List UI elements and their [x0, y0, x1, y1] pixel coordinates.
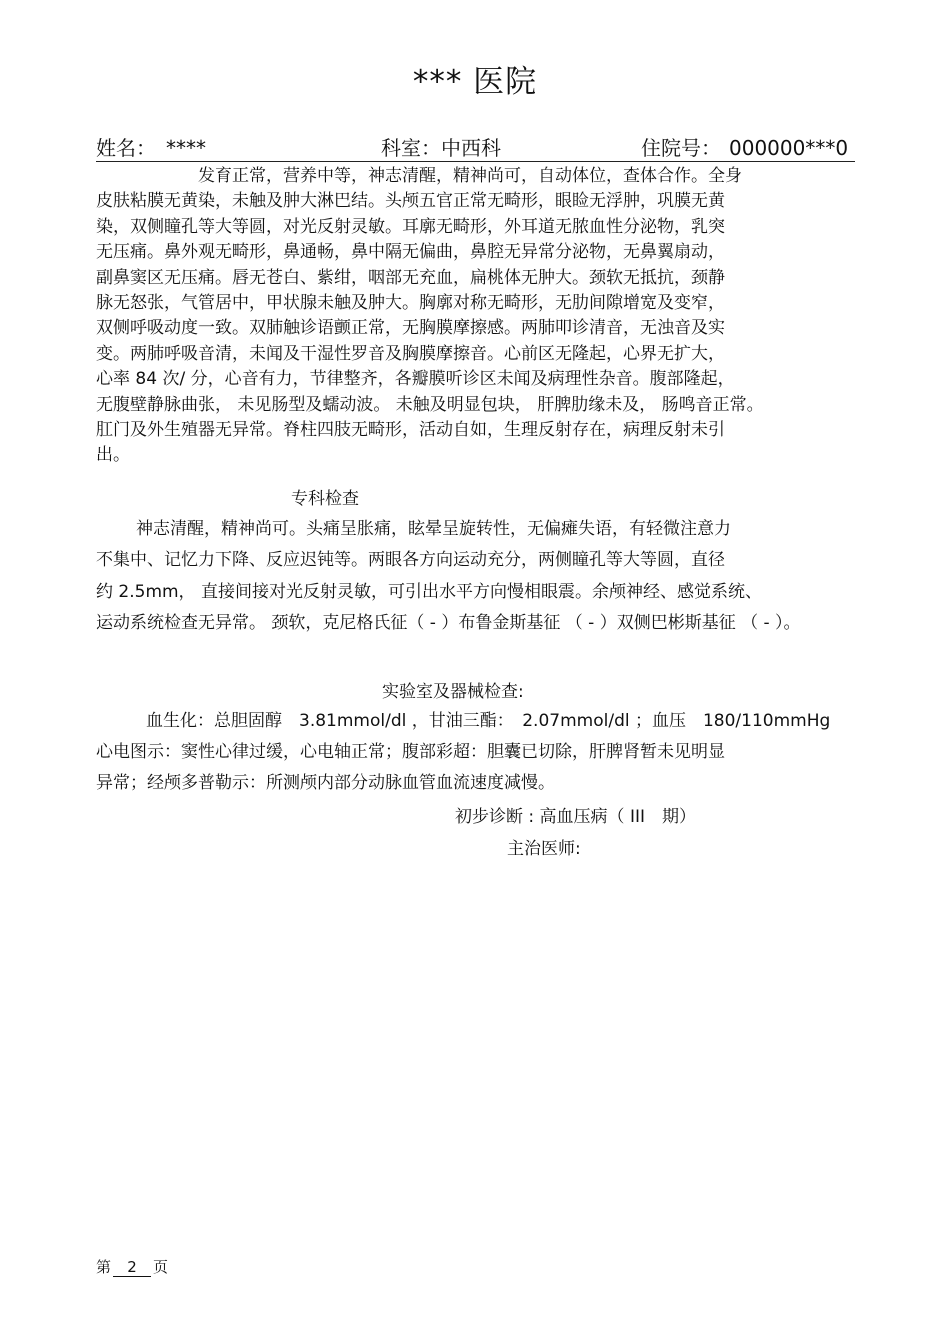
specialty-exam-paragraph	[96, 514, 876, 639]
lab-exam-line: 心电图示：窦性心律过缓，心电轴正常；腹部彩超：胆囊已切除，肝脾肾暂未见明显	[96, 742, 725, 762]
general-exam-line: 脉无怒张，气管居中，甲状腺未触及肿大。胸廓对称无畸形，无肋间隙增宽及变窄，	[96, 292, 725, 313]
page-prefix: 第	[96, 1258, 112, 1276]
page-number: 2	[113, 1258, 151, 1277]
general-exam-line: 无腹壁静脉曲张， 未见肠型及蠕动波。 未触及明显包块， 肝脾肋缘未及， 肠鸣音正常。	[96, 394, 764, 415]
specialty-exam-line: 不集中、记忆力下降、反应迟钝等。两眼各方向运动充分，两侧瞳孔等大等圆，直径	[96, 550, 725, 571]
specialty-exam-line: 运动系统检查无异常。 颈软，克尼格氏征（ - ）布鲁金斯基征 （ - ）双侧巴彬斯基征 （ - ）。	[96, 612, 801, 633]
general-exam-line: 无压痛。鼻外观无畸形，鼻通畅，鼻中隔无偏曲，鼻腔无异常分泌物，无鼻翼扇动，	[96, 242, 725, 263]
lab-exam-heading: 实验室及器械检查:	[382, 682, 524, 702]
general-exam-line: 变。两肺呼吸音清，未闻及干湿性罗音及胸膜摩擦音。心前区无隆起，心界无扩大，	[96, 343, 725, 364]
general-exam-line: 双侧呼吸动度一致。双肺触诊语颤正常，无胸膜摩擦感。两肺叩诊清音，无浊音及实	[96, 318, 725, 339]
page-footer	[96, 1256, 168, 1277]
header-divider	[96, 161, 855, 162]
specialty-exam-heading: 专科检查	[291, 489, 359, 509]
admission-number-value: 000000***0	[729, 136, 849, 160]
preliminary-diagnosis: 初步诊断 : 高血压病（ III 期）	[455, 807, 696, 827]
general-exam-line: 出。	[96, 445, 130, 466]
page-suffix: 页	[153, 1258, 169, 1276]
general-exam-line: 染，双侧瞳孔等大等圆，对光反射灵敏。耳廓无畸形，外耳道无脓血性分泌物，乳突	[96, 216, 725, 237]
general-exam-line: 发育正常，营养中等，神志清醒，精神尚可，自动体位，查体合作。全身	[198, 166, 742, 186]
attending-physician-label: 主治医师:	[507, 839, 581, 859]
general-exam-line: 副鼻窦区无压痛。唇无苍白、紫绀，咽部无充血，扁桃体无肿大。颈软无抵抗，颈静	[96, 267, 725, 288]
patient-name-field	[96, 132, 206, 161]
specialty-exam-line: 神志清醒，精神尚可。头痛呈胀痛，眩晕呈旋转性，无偏瘫失语，有轻微注意力	[136, 519, 731, 539]
patient-name-value: ****	[166, 136, 206, 160]
hospital-title: *** 医院	[412, 64, 538, 100]
specialty-exam-line: 约 2.5mm， 直接间接对光反射灵敏，可引出水平方向慢相眼震。余颅神经、感觉系统、	[96, 581, 762, 602]
lab-exam-line: 血生化：总胆固醇 3.81mmol/dl ，甘油三酯： 2.07mmol/dl ；血压 180/110mmHg	[146, 711, 831, 731]
general-exam-line: 心率 84 次/ 分，心音有力，节律整齐，各瓣膜听诊区未闻及病理性杂音。腹部隆起，	[96, 369, 735, 390]
department-field	[381, 132, 501, 161]
lab-exam-line: 异常；经颅多普勒示：所测颅内部分动脉血管血流速度减慢。	[96, 773, 555, 793]
admission-number-label: 住院号：	[641, 136, 721, 160]
department-value: 中西科	[441, 136, 501, 160]
admission-number-field	[641, 132, 848, 161]
patient-name-label: 姓名：	[96, 136, 156, 160]
general-exam-line: 皮肤粘膜无黄染，未触及肿大淋巴结。头颅五官正常无畸形，眼睑无浮肿，巩膜无黄	[96, 191, 725, 212]
lab-exam-paragraph	[96, 706, 886, 799]
department-label: 科室：	[381, 136, 441, 160]
general-exam-paragraph	[96, 164, 856, 469]
general-exam-line: 肛门及外生殖器无异常。脊柱四肢无畸形，活动自如，生理反射存在，病理反射未引	[96, 419, 725, 440]
